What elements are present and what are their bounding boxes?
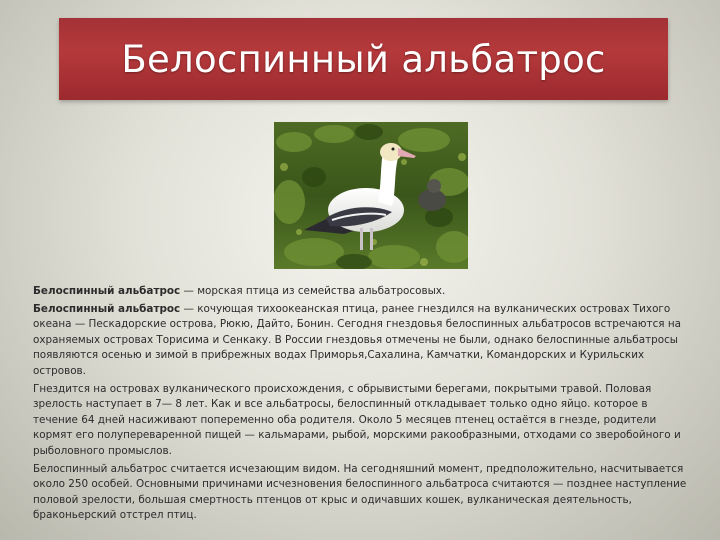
- body-text: [33, 284, 689, 526]
- paragraph-1-bold: Белоспинный альбатрос: [33, 285, 181, 297]
- albatross-photo-illustration: [274, 122, 468, 269]
- paragraph-4: [33, 462, 689, 524]
- paragraph-1: [33, 284, 689, 300]
- paragraph-1-text: — морская птица из семейства альбатросовых.: [180, 285, 446, 297]
- paragraph-3-text: Гнездится на островах вулканического происхождения, с обрывистыми берегами, покрытыми травой. Половая зрелость наступает в 7— 8 лет. Как и все альбатросы, белоспинный откладывает только одно яйцо. которое в течение 64 дней насиживают попеременно оба родителя. Около 5 месяцев птенец остаётся в гнезде, родители кормят его полупереваренной пищей — кальмарами, рыбой, морскими ракообразными, отходами со зверобойного и рыболовного промыслов.: [33, 382, 681, 457]
- albatross-photo: [274, 122, 468, 269]
- paragraph-2-text: — кочующая тихоокеанская птица, ранее гнездился на вулканических островах Тихого океана — Пескадорские острова, Рюкю, Дайто, Бонин. Сегодня гнездовья белоспинных альбатросов встречаются на охраняемых островах Торисима и Сенкаку. В России гнездовья отмечены не были, однако белоспинные альбатросы появляются осенью и зимой в прибрежных водах Приморья,Сахалина, Камчатки, Командорских и Курильских островов.: [33, 302, 682, 377]
- slide-title: Белоспинный альбатрос: [121, 37, 606, 81]
- paragraph-2-bold: Белоспинный альбатрос: [33, 302, 181, 315]
- title-bar: [59, 18, 668, 100]
- paragraph-4-text: Белоспинный альбатрос считается исчезающим видом. На сегодняшний момент, предположительно, насчитывается около 250 особей. Основными причинами исчезновения белоспинного альбатроса считаются — позднее наступление половой зрелости, большая смертность птенцов от крыс и одичавших кошек, вулканическая деятельность, браконьерский отстрел птиц.: [33, 462, 687, 522]
- paragraph-2: [33, 302, 689, 380]
- paragraph-3: [33, 382, 689, 460]
